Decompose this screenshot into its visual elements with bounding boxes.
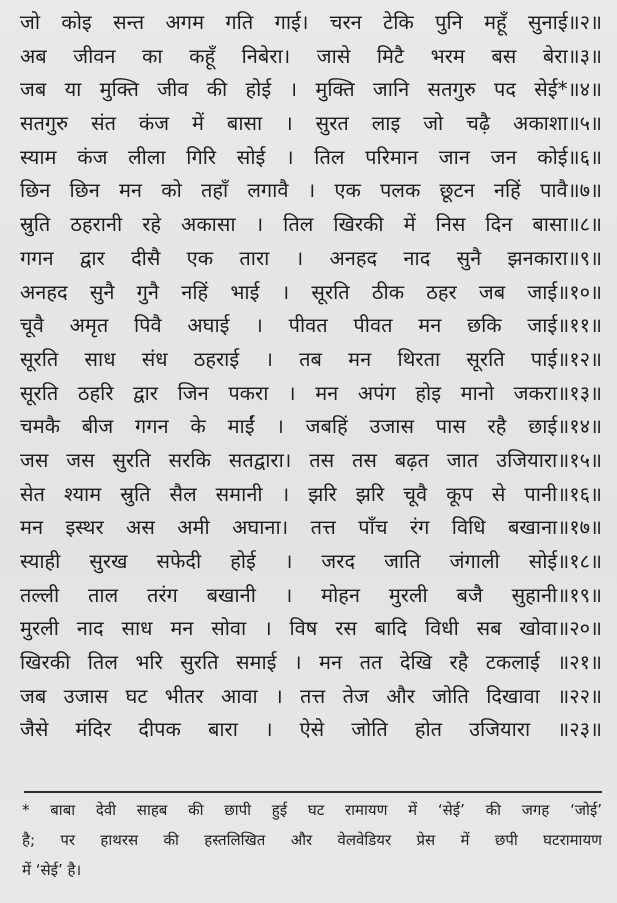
footnote-line: * बाबा देवी साहब की छापी हुई घट रामायण में ‘सेई’ की जगह ‘जोई’ [22, 801, 602, 819]
verse-line: स्याही सुरख सफेदी होई । जरद जाति जंगाली सोई॥१८॥ [20, 549, 602, 573]
verse-line: चूवै अमृत पिवै अघाई । पीवत पीवत मन छकि जाई॥११॥ [20, 313, 602, 338]
verse-line: गगन द्वार दीसै एक तारा । अनहद नाद सुनै झनकारा॥९॥ [20, 245, 602, 270]
verse-line: मुरली नाद साध मन सोवा । विष रस बादि विधी सब खोवा॥२०॥ [20, 616, 602, 641]
verse-line: सतगुरु संत कंज में बासा । सुरत लाइ जो चढ़ै अकाशा॥५॥ [20, 111, 602, 136]
verse-line: मन इस्थर अस अमी अघाना। तत्त पाँच रंग विधि बखाना॥१७॥ [20, 515, 602, 540]
verse-line: स्याम कंज लीला गिरि सोई । तिल परिमान जान जन कोई॥६॥ [20, 144, 602, 169]
footnote-line: में ‘सेई’ है। [22, 861, 82, 879]
footnote [22, 795, 602, 885]
verse-line: जैसे मंदिर दीपक बारा । ऐसे जोति होत उजियारा ॥२३॥ [20, 717, 602, 742]
verse-line: तल्ली ताल तरंग बखानी । मोहन मुरली बजै सुहानी॥१९॥ [20, 582, 602, 607]
verse-line: स्रुति ठहरानी रहे अकासा । तिल खिरकी में निस दिन बासा॥८॥ [20, 212, 602, 237]
footnote-line: है; पर हाथरस की हस्तलिखित और वेलवेडियर प्रेस में छपी घटरामायण [22, 831, 602, 849]
verse-line: अब जीवन का कहूँ निबेरा। जासे मिटै भरम बस बेरा॥३॥ [20, 43, 602, 68]
verse-line: छिन छिन मन को तहाँ लगावै । एक पलक छूटन नहिं पावै॥७॥ [20, 178, 602, 203]
verse-line: चमकै बीज गगन के माईं । जबहिं उजास पास रहै छाई॥१४॥ [20, 414, 602, 439]
verse-line: खिरकी तिल भरि सुरति समाई । मन तत देखि रहै टकलाई ॥२१॥ [20, 650, 602, 675]
verse-line: जब या मुक्ति जीव की होई । मुक्ति जानि सतगुरु पद सेई*॥४॥ [20, 77, 602, 102]
footnote-divider [24, 791, 602, 793]
verse-block [20, 6, 602, 747]
verse-line: जस जस सुरति सरकि सतद्वारा। तस तस बढ़त जात उजियारा॥१५॥ [20, 447, 602, 472]
verse-line: अनहद सुनै गुनै नहिं भाई । सूरति ठीक ठहर जब जाई॥१०॥ [20, 279, 602, 304]
verse-line: जो कोइ सन्त अगम गति गाई। चरन टेकि पुनि महूँ सुनाई॥२॥ [20, 10, 602, 34]
verse-line: सेत श्याम स्रुति सैल समानी । झरि झरि चूवै कूप से पानी॥१६॥ [20, 481, 602, 506]
verse-line: जब उजास घट भीतर आवा । तत्त तेज और जोति दिखावा ॥२२॥ [20, 683, 602, 708]
verse-line: सूरति ठहरि द्वार जिन पकरा । मन अपंग होइ मानो जकरा॥१३॥ [20, 380, 602, 405]
verse-line: सूरति साध संध ठहराई । तब मन थिरता सूरति पाई॥१२॥ [20, 346, 602, 371]
